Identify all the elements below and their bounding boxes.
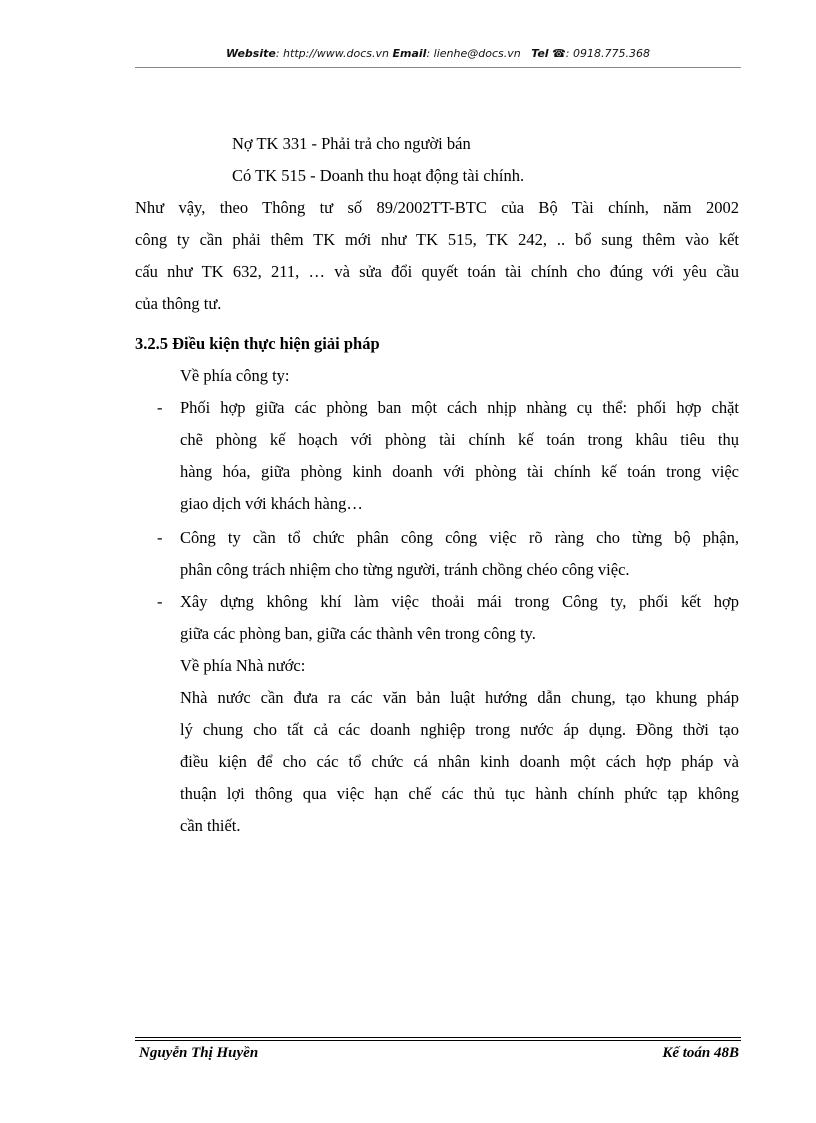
bullet-1-line: hàng hóa, giữa phòng kinh doanh với phòng tài chính kế toán trong việc [180, 462, 739, 481]
website-value: : http://www.docs.vn [275, 47, 390, 60]
bullet-2-line: phân công trách nhiệm cho từng người, tránh chồng chéo công việc. [180, 560, 630, 579]
tel-label: Tel [531, 47, 549, 60]
paragraph-1-line: công ty cần phải thêm TK mới như TK 515, TK 242, .. bổ sung thêm vào kết [135, 230, 739, 249]
paragraph-2-line: cần thiết. [180, 816, 241, 835]
bullet-marker: - [157, 592, 163, 611]
footer-class: Kế toán 48B [662, 1045, 739, 1061]
journal-entry-debit: Nợ TK 331 - Phải trả cho người bán [232, 134, 471, 153]
bullet-1-line: chẽ phòng kế hoạch với phòng tài chính kế toán trong khâu tiêu thụ [180, 430, 739, 449]
footer-divider [135, 1040, 741, 1041]
phone-icon: ☎ [552, 47, 566, 60]
footer-divider [135, 1037, 741, 1038]
paragraph-1-line: cấu như TK 632, 211, … và sửa đổi quyết toán tài chính cho đúng với yêu cầu [135, 262, 739, 281]
journal-entry-credit: Có TK 515 - Doanh thu hoạt động tài chính. [232, 166, 525, 185]
bullet-2-line: Công ty cần tổ chức phân công công việc rõ ràng cho từng bộ phận, [180, 528, 739, 547]
page-header [135, 47, 741, 65]
email-value: : lienhe@docs.vn [426, 47, 521, 60]
paragraph-2-line: thuận lợi thông qua việc hạn chế các thủ tục hành chính phức tạp không [180, 784, 739, 803]
section-heading: 3.2.5 Điều kiện thực hiện giải pháp [135, 334, 380, 353]
paragraph-2-line: lý chung cho tất cả các doanh nghiệp trong nước áp dụng. Đồng thời tạo [180, 720, 739, 739]
website-label: Website [226, 47, 276, 60]
bullet-marker: - [157, 398, 163, 417]
bullet-3-line: Xây dựng không khí làm việc thoải mái trong Công ty, phối kết hợp [180, 592, 739, 611]
paragraph-1-line: Như vậy, theo Thông tư số 89/2002TT-BTC của Bộ Tài chính, năm 2002 [135, 198, 739, 217]
tel-value: : 0918.775.368 [565, 47, 650, 60]
state-side-label: Về phía Nhà nước: [180, 656, 306, 675]
bullet-marker: - [157, 528, 163, 547]
company-side-label: Về phía công ty: [180, 366, 290, 385]
paragraph-2-line: điều kiện để cho các tổ chức cá nhân kinh doanh một cách hợp pháp và [180, 752, 739, 771]
header-divider [135, 67, 741, 68]
paragraph-1-line: của thông tư. [135, 294, 222, 313]
bullet-1-line: giao dịch với khách hàng… [180, 494, 363, 513]
bullet-3-line: giữa các phòng ban, giữa các thành vên trong công ty. [180, 624, 536, 643]
paragraph-2-line: Nhà nước cần đưa ra các văn bản luật hướng dẫn chung, tạo khung pháp [180, 688, 739, 707]
footer-author: Nguyễn Thị Huyền [139, 1045, 259, 1061]
email-label: Email [392, 47, 427, 60]
bullet-1-line: Phối hợp giữa các phòng ban một cách nhịp nhàng cụ thể: phối hợp chặt [180, 398, 739, 417]
